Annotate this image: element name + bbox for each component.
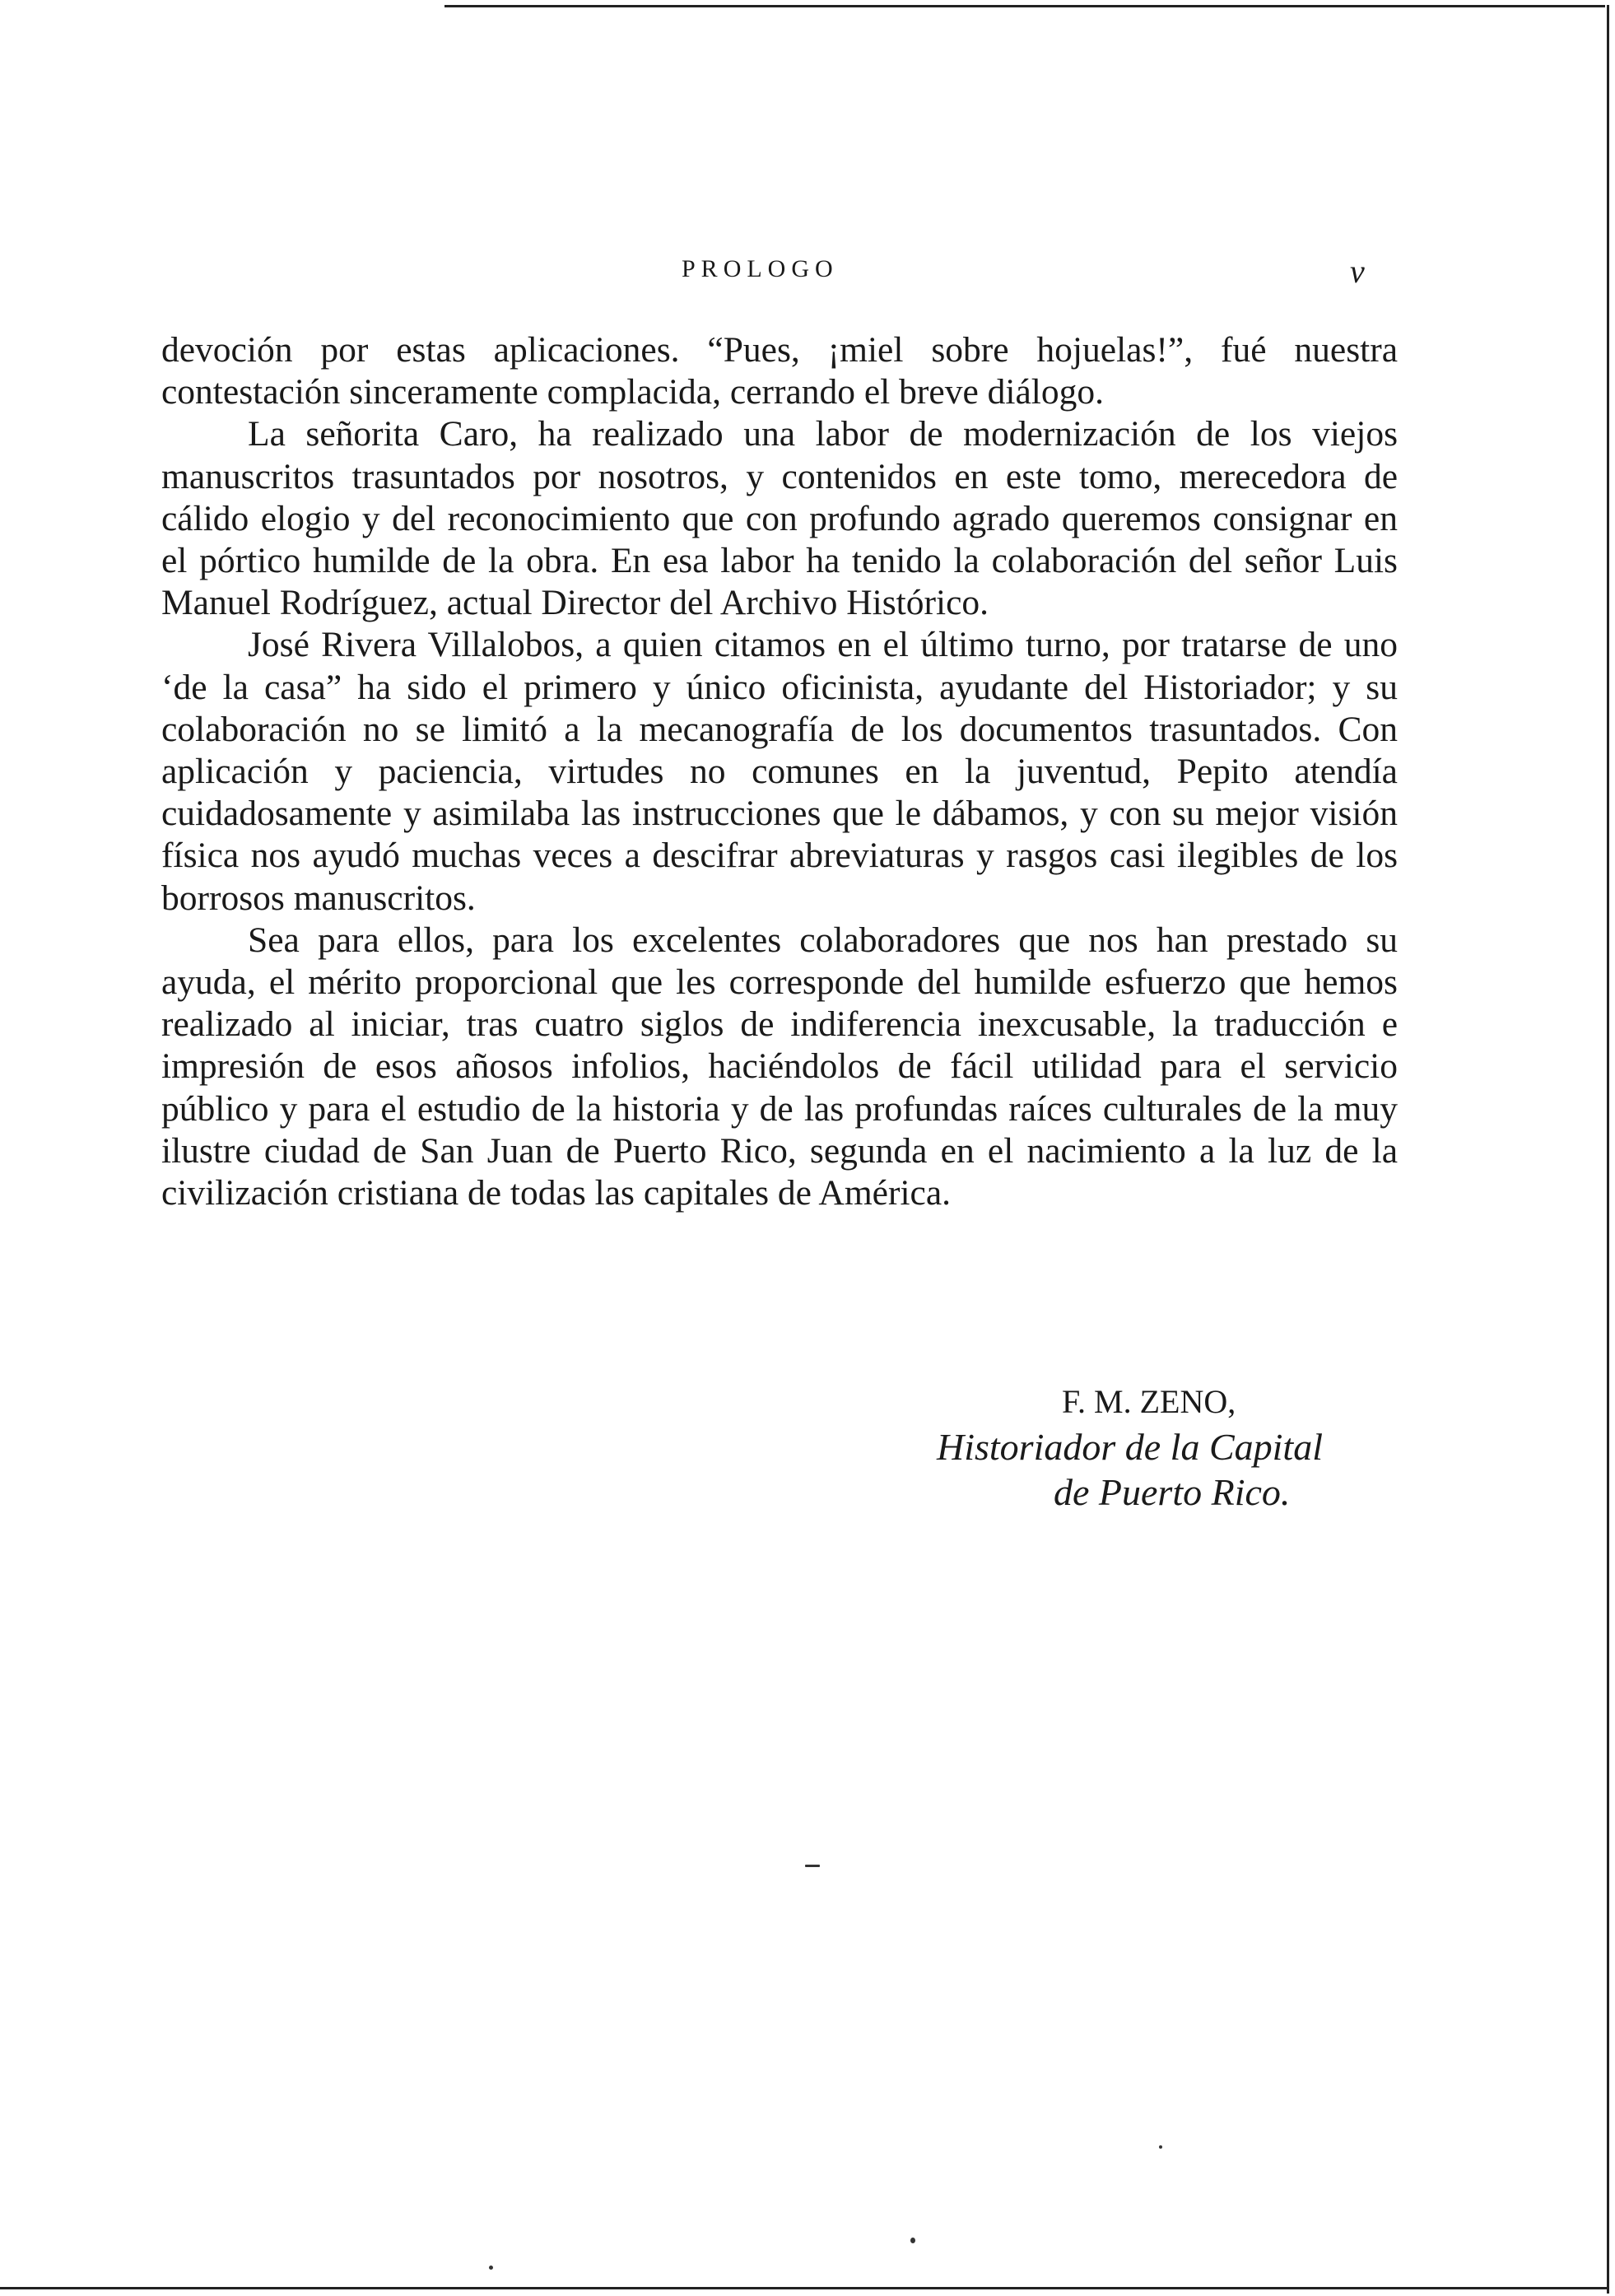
scan-speck [910,2238,915,2243]
scan-speck [489,2266,493,2270]
page-border-right [1607,5,1609,2294]
paragraph: José Rivera Villalobos, a quien citamos en el último turno, por tratarse de uno ‘de la casa” ha sido el primero y único oficinista, ayudante del Historiador; y su colaboración no se limitó a la mecanografía de los documentos trasuntados. Con aplicación y paciencia, virtudes no comunes en la juventud, Pepito atendía cuidadosamente y asimilaba las instrucciones que le dábamos, y con su mejor visión física nos ayudó muchas veces a descifrar abreviaturas y rasgos casi ilegibles de los borrosos manuscritos. [161,625,1398,918]
page-number: v [1350,253,1365,290]
body-text [161,329,1398,1214]
scan-speck [1159,2145,1162,2149]
paragraph: La señorita Caro, ha realizado una labor de modernización de los viejos manuscritos trasuntados por nosotros, y contenidos en este tomo, merecedora de cálido elogio y del reconocimiento que con profundo agrado queremos consignar en el pórtico humilde de la obra. En esa labor ha tenido la colaboración del señor Luis Manuel Rodríguez, actual Director del Archivo Histórico. [161,414,1398,623]
paragraph: Sea para ellos, para los excelentes colaboradores que nos han prestado su ayuda, el mérito proporcional que les corresponde del humilde esfuerzo que hemos realizado al iniciar, tras cuatro siglos de indiferencia inexcusable, la traducción e impresión de esos añosos infolios, haciéndolos de fácil utilidad para el servicio público y para el estudio de la historia y de las profundas raíces culturales de la muy ilustre ciudad de San Juan de Puerto Rico, segunda en el nacimiento a la luz de la civilización cristiana de todas las capitales de América. [161,920,1398,1213]
signature-title-line2: de Puerto Rico. [1054,1471,1291,1513]
signature-name: F. M. ZENO, [1062,1383,1236,1420]
paragraph: devoción por estas aplicaciones. “Pues, ¡miel sobre hojuelas!”, fué nuestra contestación sinceramente complacida, cerrando el breve diálogo. [161,330,1398,412]
signature-block [905,1379,1440,1515]
scan-speck [805,1865,820,1867]
signature-title-line1: Historiador de la Capital [937,1426,1323,1468]
page-border-bottom [0,2287,1609,2289]
page-header [0,255,1615,296]
page-border-top [444,5,1605,7]
running-title: PROLOGO [682,255,839,282]
